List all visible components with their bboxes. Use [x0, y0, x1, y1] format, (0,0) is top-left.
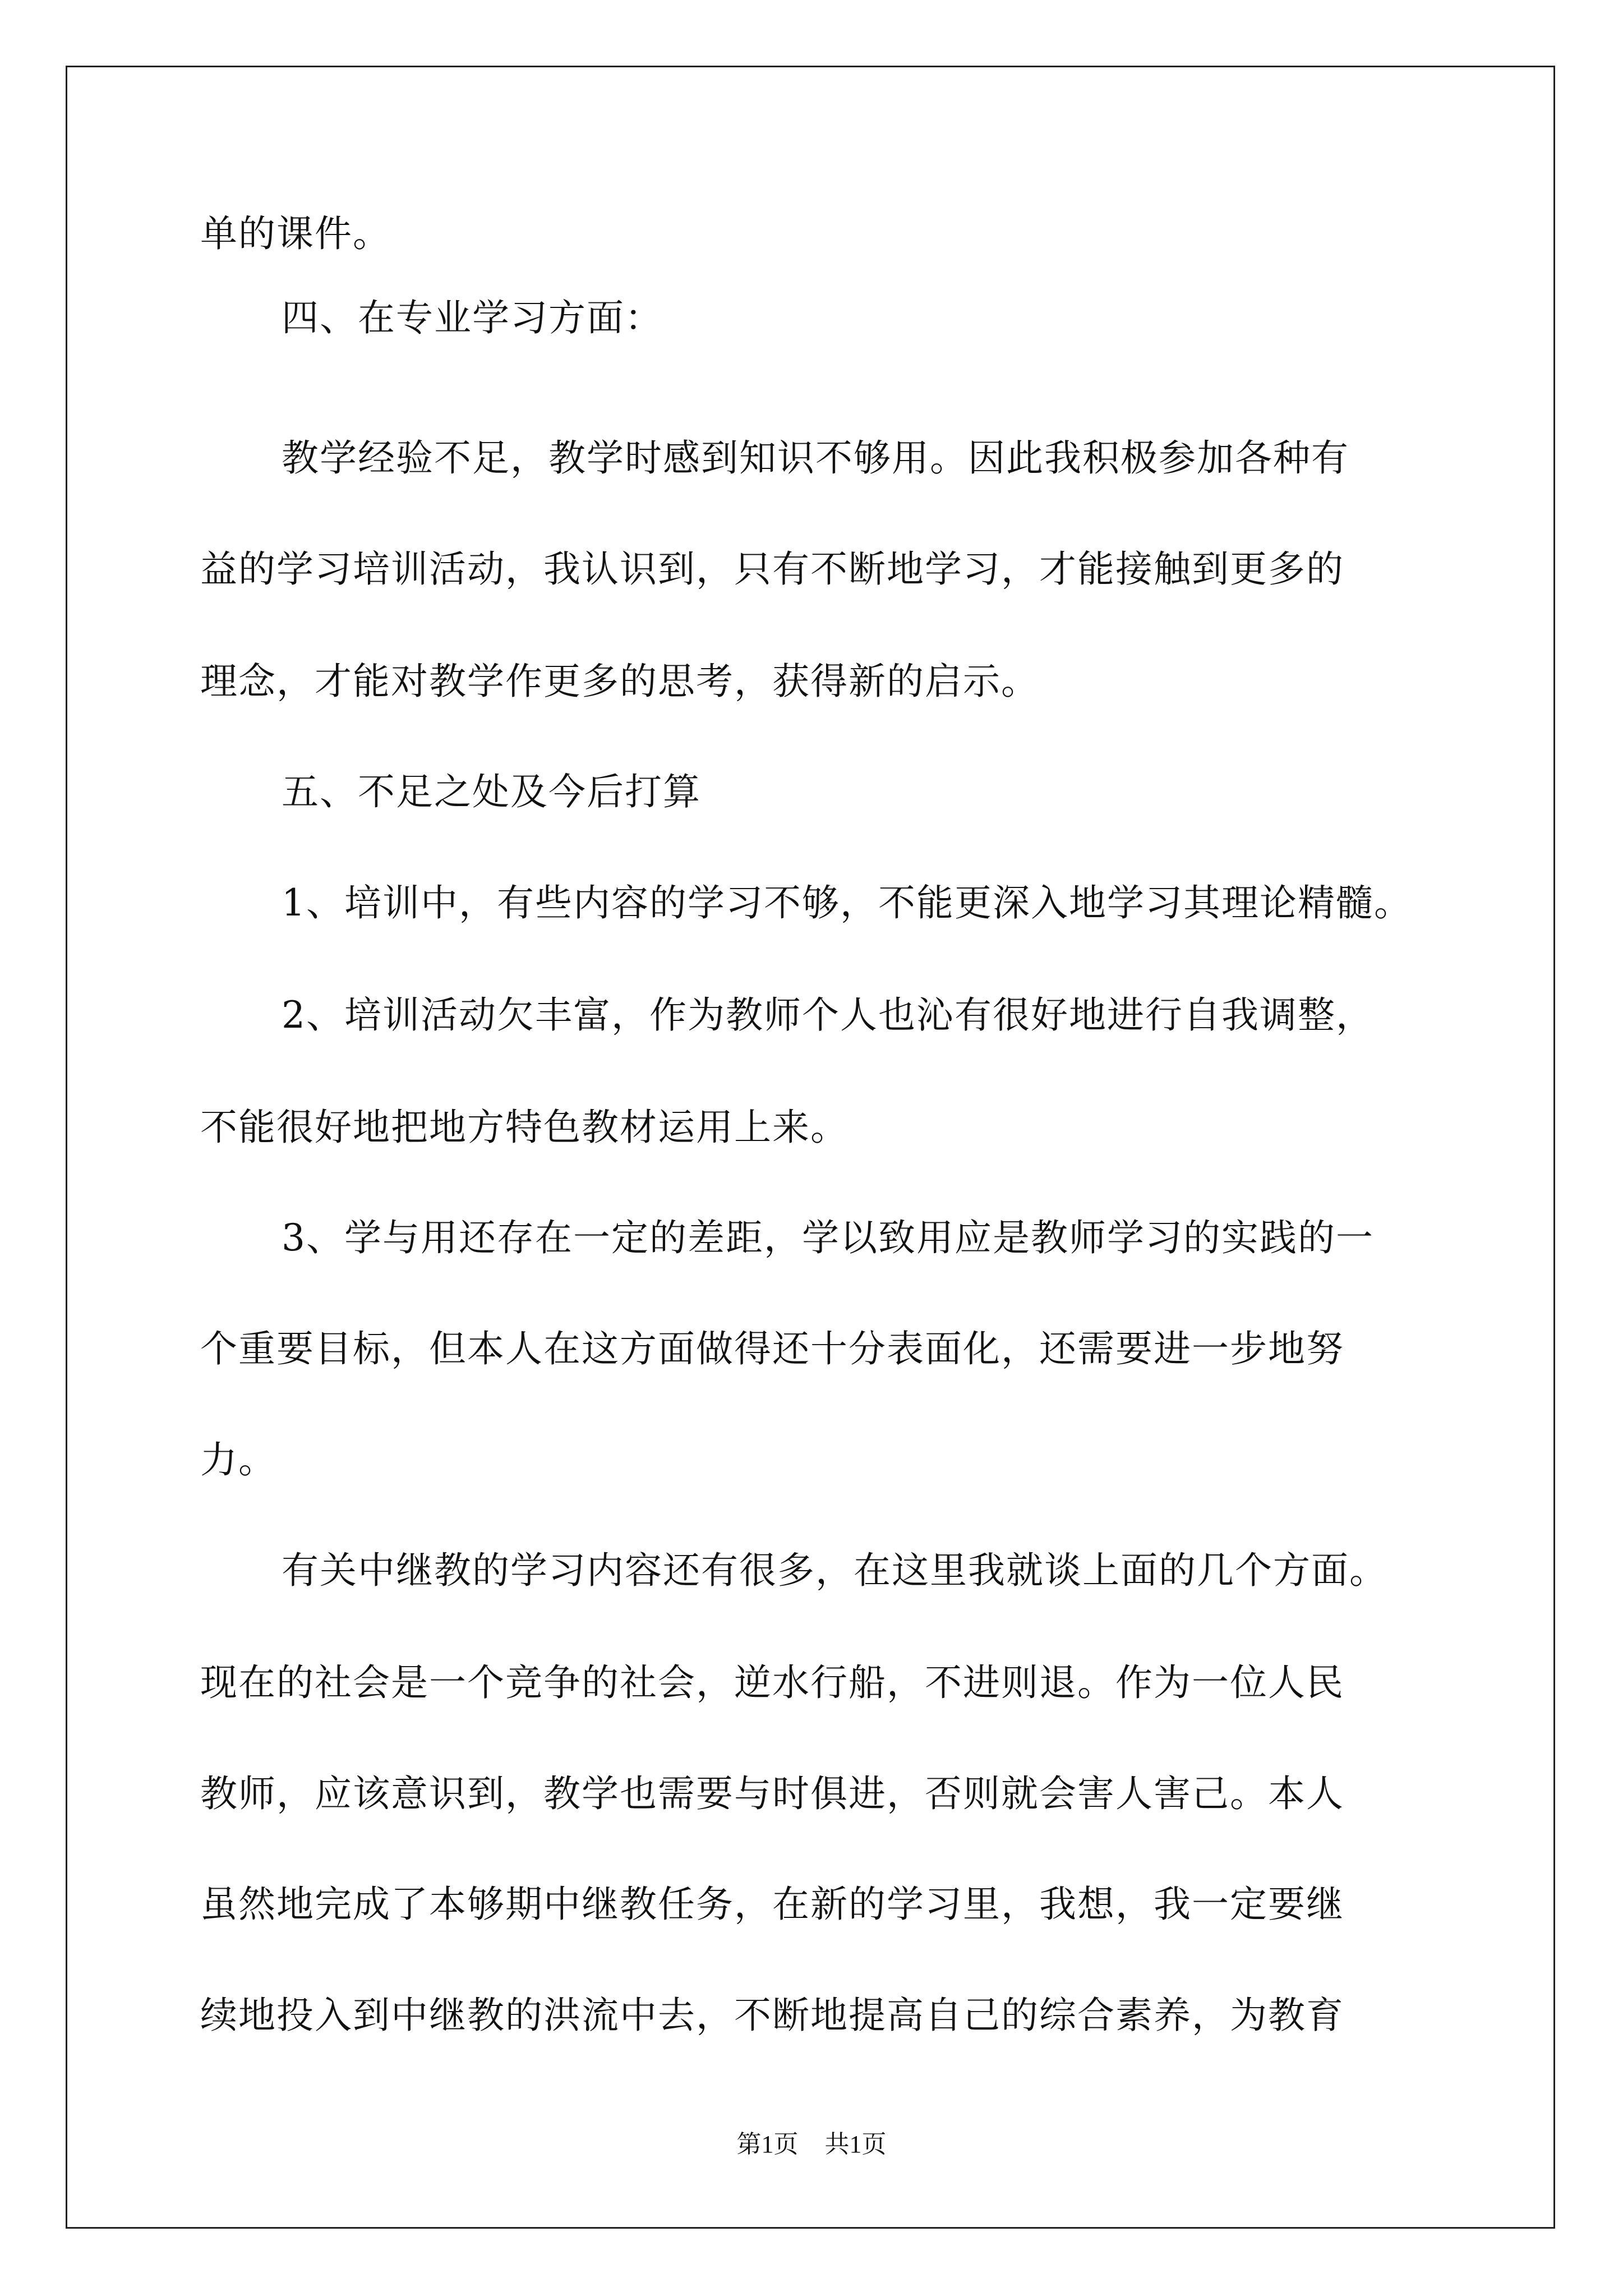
- paragraph-line: 教师，应该意识到，教学也需要与时俱进，否则就会害人害己。本人: [200, 1772, 1344, 1815]
- page-number: 第1页: [736, 2131, 799, 2158]
- section-heading-5: 五、不足之处及今后打算: [282, 770, 701, 813]
- paragraph-line: 力。: [200, 1438, 276, 1481]
- paragraph-line: 益的学习培训活动，我认识到，只有不断地学习，才能接触到更多的: [200, 547, 1344, 591]
- paragraph-line: 单的课件。: [200, 212, 391, 255]
- paragraph-line: 理念，才能对教学作更多的思考，获得新的启示。: [200, 660, 1039, 703]
- section-heading-4: 四、在专业学习方面：: [282, 296, 663, 339]
- paragraph-line: 虽然地完成了本够期中继教任务，在新的学习里，我想，我一定要继: [200, 1883, 1344, 1926]
- paragraph-line: 个重要目标，但本人在这方面做得还十分表面化，还需要进一步地努: [200, 1327, 1344, 1370]
- paragraph-line: 续地投入到中继教的洪流中去，不断地提高自己的综合素养，为教育: [200, 1994, 1344, 2037]
- paragraph-line: 有关中继教的学习内容还有很多，在这里我就谈上面的几个方面。: [282, 1549, 1387, 1592]
- list-item: 1、培训中，有些内容的学习不够，不能更深入地学习其理论精髓。: [282, 881, 1412, 924]
- paragraph-line: 教学经验不足，教学时感到知识不够用。因此我积极参加各种有: [282, 436, 1349, 480]
- paragraph-line: 现在的社会是一个竞争的社会，逆水行船，不进则退。作为一位人民: [200, 1661, 1344, 1704]
- page-footer: [0, 2129, 1623, 2160]
- page-total: 共1页: [824, 2131, 887, 2158]
- list-item: 2、培训活动欠丰富，作为教师个人也沁有很好地进行自我调整，: [282, 993, 1374, 1037]
- list-item: 3、学与用还存在一定的差距，学以致用应是教师学习的实践的一: [282, 1216, 1374, 1259]
- paragraph-line: 不能很好地把地方特色教材运用上来。: [200, 1106, 849, 1149]
